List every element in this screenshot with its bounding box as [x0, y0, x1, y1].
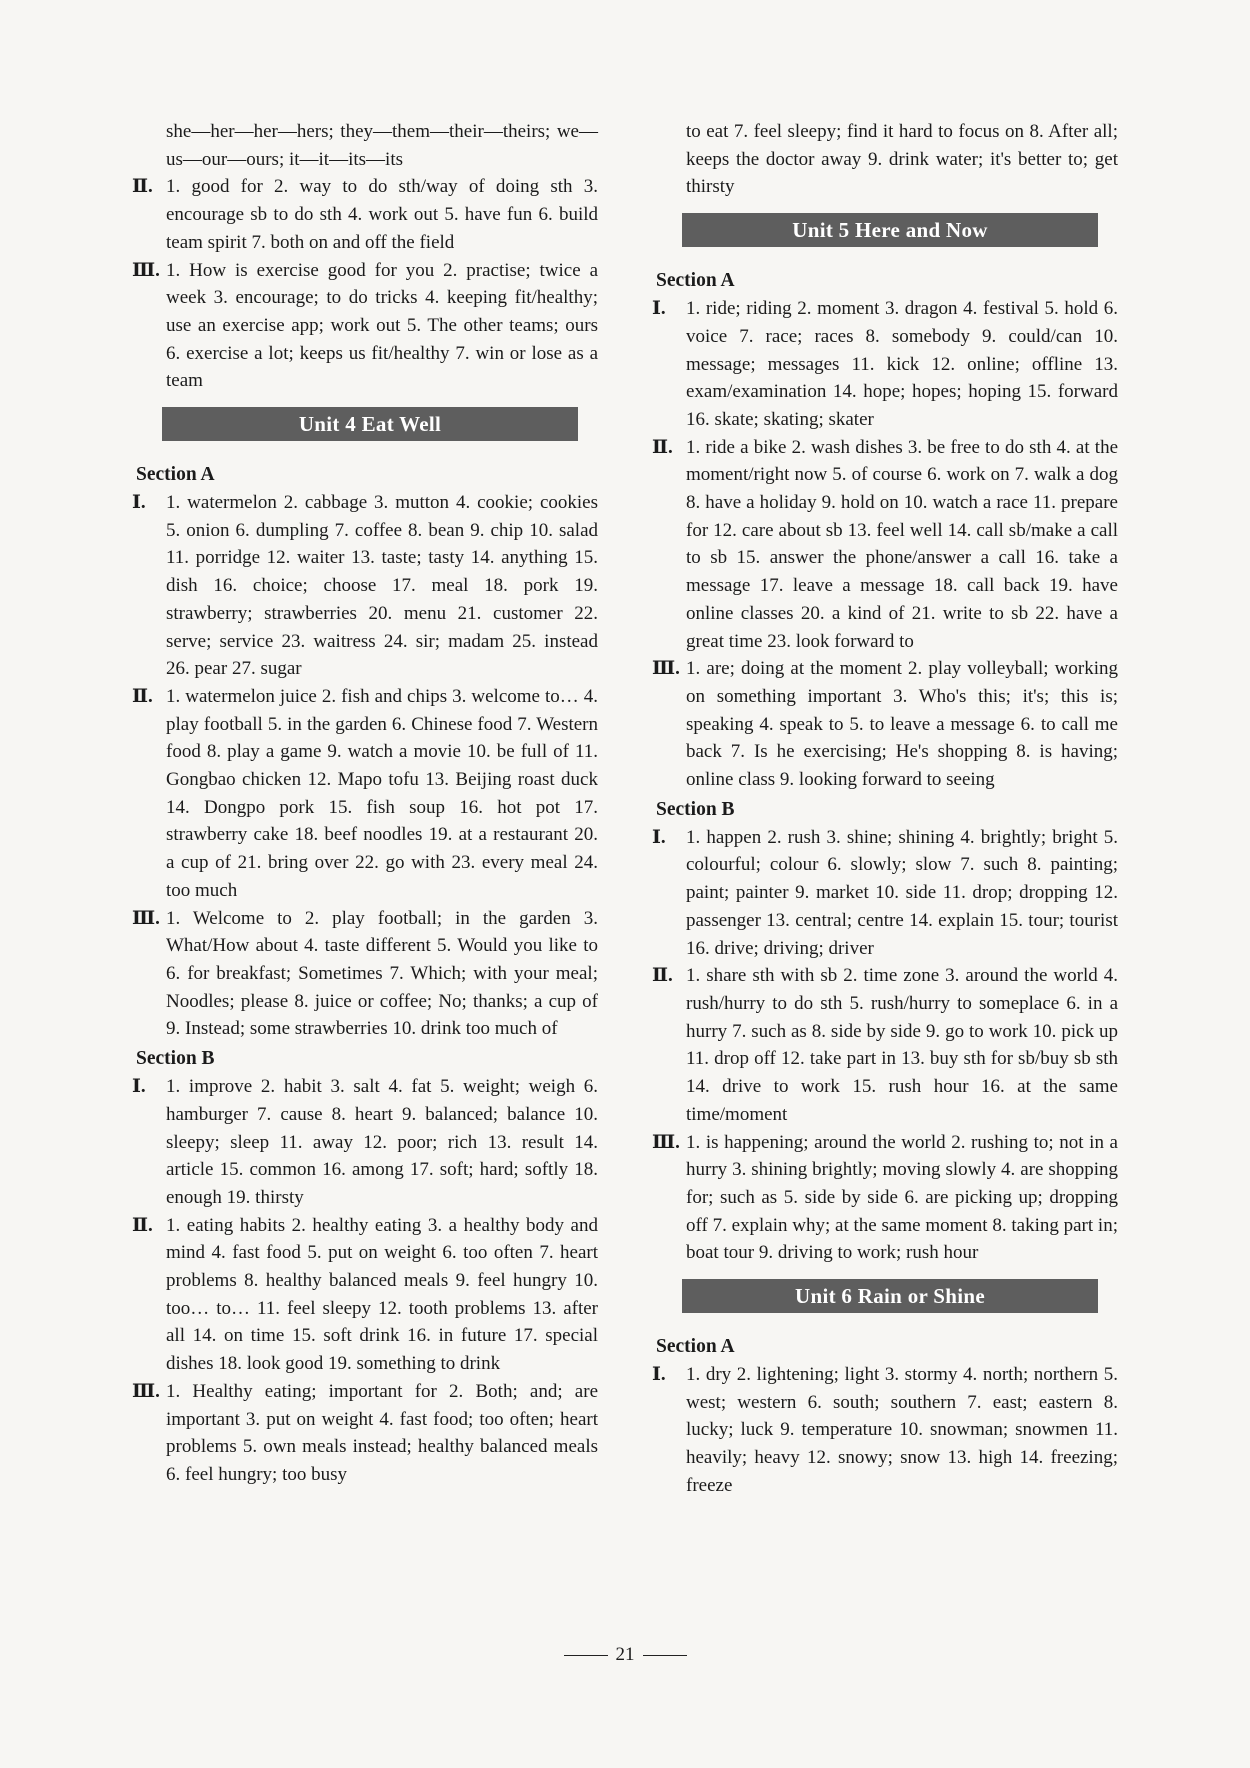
answer-text: 1. How is exercise good for you 2. practise; twice a week 3. encourage; to do tricks 4. keeping fit/healthy; use an exercise app; work out 5. The other teams; ours 6. exercise a lot; keeps us fit/healthy 7. win or lose as a team — [166, 259, 598, 392]
answer-text: 1. are; doing at the moment 2. play volleyball; working on something important 3. Who's this; it's; this is; speaking 4. speak to 5. to leave a message 6. to call me back 7. Is he exercising; He's shopping 8. is having; online class 9. looking forward to seeing — [686, 658, 1118, 791]
left-column — [132, 118, 598, 1489]
answer-text: 1. dry 2. lightening; light 3. stormy 4. north; northern 5. west; western 6. south; southern 7. east; eastern 8. lucky; luck 9. temperature 10. snowman; snowmen 11. heavily; heavy 12. snowy; snow 13. high 14. freezing; freeze — [686, 1364, 1118, 1496]
unit6-banner: Unit 6 Rain or Shine — [682, 1279, 1098, 1313]
section-a-heading: Section A — [136, 464, 215, 486]
answer-text: 1. is happening; around the world 2. rushing to; not in a hurry 3. shining brightly; moving slowly 4. are shopping for; such as 5. side by side 6. are picking up; dropping off 7. explain why; at the same moment 8. taking part in; boat tour 9. driving to work; rush hour — [686, 1131, 1118, 1264]
roman-numeral: Ⅰ. — [652, 298, 666, 320]
answer-text: 1. eating habits 2. healthy eating 3. a healthy body and mind 4. fast food 5. put on weight 6. too often 7. heart problems 8. healthy balanced meals 9. feel hungry 10. too… to… 11. feel sleepy 12. tooth problems 13. after all 14. on time 15. soft drink 16. in future 17. special dishes 18. look good 19. something to drink — [166, 1214, 598, 1375]
roman-numeral: Ⅱ. — [652, 965, 673, 987]
roman-numeral: Ⅱ. — [652, 436, 673, 458]
unit5-b-part2 — [652, 962, 1118, 1128]
section-b-heading: Section B — [136, 1048, 215, 1070]
unit4-a-part2 — [132, 683, 598, 905]
page-number-text: 21 — [615, 1644, 635, 1665]
unit5-a-part2 — [652, 434, 1118, 656]
roman-numeral: Ⅰ. — [132, 492, 146, 514]
answer-text: 1. ride a bike 2. wash dishes 3. be free to do sth 4. at the moment/right now 5. of course 6. work on 7. walk a dog 8. have a holiday 9. hold on 10. watch a race 11. prepare for 12. care about sb 13. feel well 14. call sb/make a call to sb 15. answer the phone/answer a call 16. take a message 17. leave a message 18. call back 19. have online classes 20. a kind of 21. write to sb 22. have a great time 23. look forward to — [686, 436, 1118, 652]
section-a-heading: Section A — [656, 1336, 735, 1358]
answer-text: 1. watermelon 2. cabbage 3. mutton 4. cookie; cookies 5. onion 6. dumpling 7. coffee 8. bean 9. chip 10. salad 11. porridge 12. waiter 13. taste; tasty 14. anything 15. dish 16. choice; choose 17. meal 18. pork 19. strawberry; strawberries 20. menu 21. customer 22. serve; service 23. waitress 24. sir; madam 25. instead 26. pear 27. sugar — [166, 492, 598, 680]
unit5-banner: Unit 5 Here and Now — [682, 213, 1098, 247]
section-a-heading: Section A — [656, 270, 735, 292]
unit4-a-part3 — [132, 905, 598, 1044]
answer-text: 1. Healthy eating; important for 2. Both; and; are important 3. put on weight 4. fast food; too often; heart problems 5. own meals instead; healthy balanced meals 6. feel hungry; too busy — [166, 1380, 598, 1485]
roman-numeral: Ⅲ. — [132, 907, 160, 929]
unit4-a-part1 — [132, 489, 598, 683]
roman-numeral: Ⅲ. — [652, 1131, 680, 1153]
unit4-b-part2 — [132, 1212, 598, 1378]
unit3-part2-answers — [132, 173, 598, 256]
roman-numeral: Ⅰ. — [652, 826, 666, 848]
unit3-part3-answers — [132, 257, 598, 396]
answer-text: 1. share sth with sb 2. time zone 3. around the world 4. rush/hurry to do sth 5. rush/hurry to someplace 6. in a hurry 7. such as 8. side by side 9. go to work 10. pick up 11. drop off 12. take part in 13. buy sth for sb/buy sb sth 14. drive to work 15. rush hour 16. at the same time/moment — [686, 965, 1118, 1125]
right-column — [652, 118, 1118, 1500]
answer-text: 1. improve 2. habit 3. salt 4. fat 5. weight; weigh 6. hamburger 7. cause 8. heart 9. balanced; balance 10. sleepy; sleep 11. away 12. poor; rich 13. result 14. article 15. common 16. among 17. soft; hard; softly 18. enough 19. thirsty — [166, 1076, 598, 1208]
unit4-b-part1 — [132, 1073, 598, 1212]
roman-numeral: Ⅲ. — [132, 259, 160, 281]
unit5-b-part1 — [652, 824, 1118, 963]
divider — [564, 1655, 608, 1656]
unit5-b-part3 — [652, 1129, 1118, 1268]
roman-numeral: Ⅱ. — [132, 685, 153, 707]
roman-numeral: Ⅲ. — [132, 1380, 160, 1402]
answer-text: 1. ride; riding 2. moment 3. dragon 4. festival 5. hold 6. voice 7. race; races 8. somebody 9. could/can 10. message; messages 11. kick 12. online; offline 13. exam/examination 14. hope; hopes; hoping 15. forward 16. skate; skating; skater — [686, 298, 1118, 430]
unit5-a-part1 — [652, 295, 1118, 434]
unit5-a-part3 — [652, 655, 1118, 794]
pronoun-answers: she—her—her—hers; they—them—their—theirs; we—us—our—ours; it—it—its—its — [166, 121, 598, 170]
answer-text: 1. watermelon juice 2. fish and chips 3. welcome to… 4. play football 5. in the garden 6. Chinese food 7. Western food 8. play a game 9. watch a movie 10. be full of 11. Gongbao chicken 12. Mapo tofu 13. Beijing roast duck 14. Dongpo pork 15. fish soup 16. hot pot 17. strawberry cake 18. beef noodles 19. at a restaurant 20. a cup of 21. bring over 22. go with 23. every meal 24. too much — [166, 685, 598, 901]
roman-numeral: Ⅲ. — [652, 658, 680, 680]
unit4-b-part3 — [132, 1378, 598, 1489]
page-number — [0, 1644, 1250, 1666]
unit4-b-part3-continued: to eat 7. feel sleepy; find it hard to focus on 8. After all; keeps the doctor away 9. drink water; it's better to; get thirsty — [686, 121, 1118, 198]
unit6-a-part1 — [652, 1361, 1118, 1500]
roman-numeral: Ⅰ. — [132, 1076, 146, 1098]
roman-numeral: Ⅰ. — [652, 1364, 666, 1386]
roman-numeral: Ⅱ. — [132, 176, 153, 198]
section-b-heading: Section B — [656, 798, 735, 820]
unit4-banner: Unit 4 Eat Well — [162, 407, 578, 441]
roman-numeral: Ⅱ. — [132, 1214, 153, 1236]
answer-text: 1. Welcome to 2. play football; in the garden 3. What/How about 4. taste different 5. Would you like to 6. for breakfast; Sometimes 7. Which; with your meal; Noodles; please 8. juice or coffee; No; thanks; a cup of 9. Instead; some strawberries 10. drink too much of — [166, 907, 598, 1040]
divider — [643, 1655, 687, 1656]
answer-text: 1. happen 2. rush 3. shine; shining 4. brightly; bright 5. colourful; colour 6. slowly; slow 7. such 8. painting; paint; painter 9. market 10. side 11. drop; dropping 12. passenger 13. central; centre 14. explain 15. tour; tourist 16. drive; driving; driver — [686, 826, 1118, 959]
answer-text: 1. good for 2. way to do sth/way of doing sth 3. encourage sb to do sth 4. work out 5. have fun 6. build team spirit 7. both on and off the field — [166, 176, 598, 253]
